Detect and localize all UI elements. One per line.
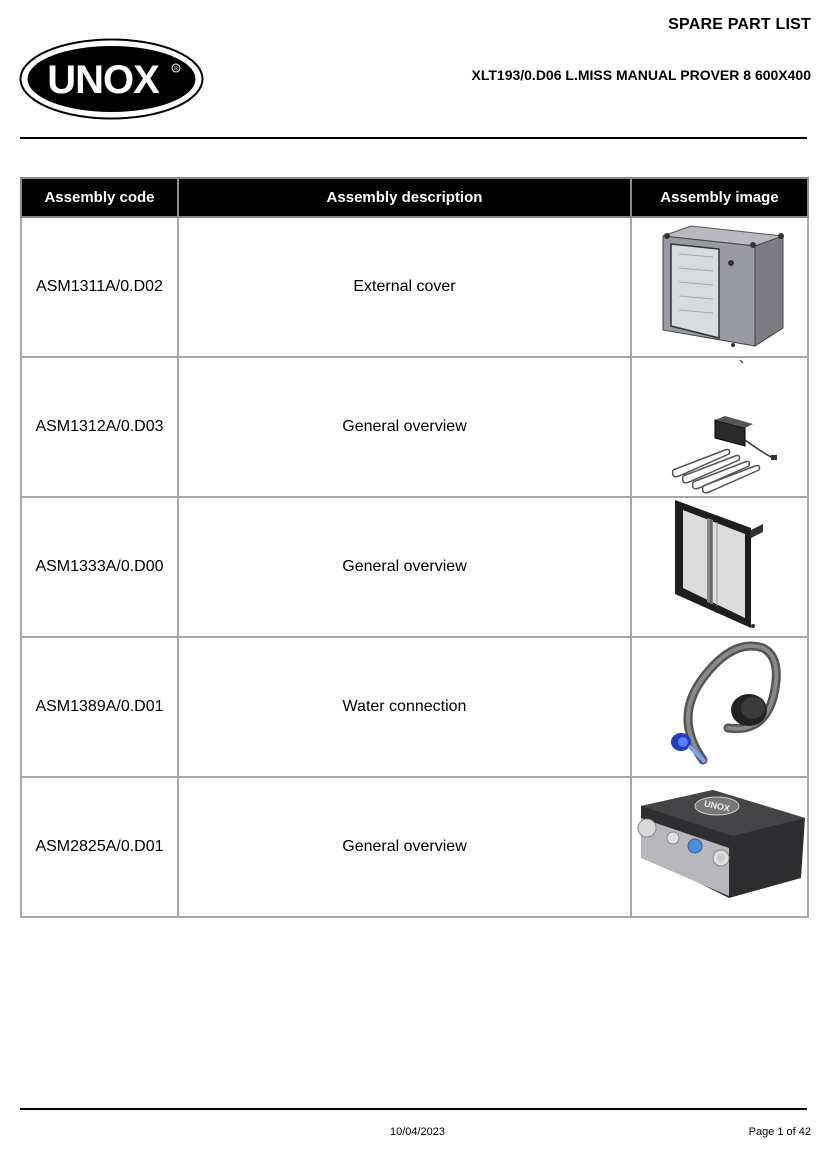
assembly-code: ASM1333A/0.D00 xyxy=(21,497,178,637)
table-row xyxy=(21,637,808,777)
control-panel-image xyxy=(633,778,807,916)
external-cover-image xyxy=(633,218,807,356)
footer-date: 10/04/2023 xyxy=(389,1126,446,1138)
assembly-description: General overview xyxy=(178,777,631,917)
table-row xyxy=(21,357,808,497)
assembly-code: ASM2825A/0.D01 xyxy=(21,777,178,917)
document-title: SPARE PART LIST xyxy=(668,16,811,33)
unox-logo xyxy=(19,38,204,120)
document-subtitle: XLT193/0.D06 L.MISS MANUAL PROVER 8 600X400 xyxy=(471,67,811,83)
footer-divider xyxy=(20,1108,807,1110)
assembly-image-cell xyxy=(631,357,808,497)
table-header-row xyxy=(21,178,808,217)
assembly-description: General overview xyxy=(178,497,631,637)
assembly-description: External cover xyxy=(178,217,631,357)
svg-text:UNOX: UNOX xyxy=(702,798,731,814)
column-header-description: Assembly description xyxy=(178,178,631,217)
svg-text:R: R xyxy=(174,66,178,72)
heating-element-image xyxy=(633,358,807,496)
table-row xyxy=(21,217,808,357)
table-row xyxy=(21,497,808,637)
assembly-description: General overview xyxy=(178,357,631,497)
table-row xyxy=(21,777,808,917)
water-hose-image xyxy=(633,638,807,776)
assembly-code: ASM1311A/0.D02 xyxy=(21,217,178,357)
assembly-description: Water connection xyxy=(178,637,631,777)
assembly-image-cell xyxy=(631,497,808,637)
column-header-code: Assembly code xyxy=(21,178,178,217)
glass-door-image xyxy=(633,498,807,636)
svg-text:UNOX: UNOX xyxy=(47,58,159,102)
column-header-image: Assembly image xyxy=(631,178,808,217)
assembly-code: ASM1389A/0.D01 xyxy=(21,637,178,777)
page-number: Page 1 of 42 xyxy=(748,1126,811,1138)
assembly-image-cell xyxy=(631,777,808,917)
assembly-image-cell xyxy=(631,217,808,357)
header-divider xyxy=(20,137,807,139)
assembly-image-cell xyxy=(631,637,808,777)
assembly-table xyxy=(20,177,809,918)
assembly-code: ASM1312A/0.D03 xyxy=(21,357,178,497)
